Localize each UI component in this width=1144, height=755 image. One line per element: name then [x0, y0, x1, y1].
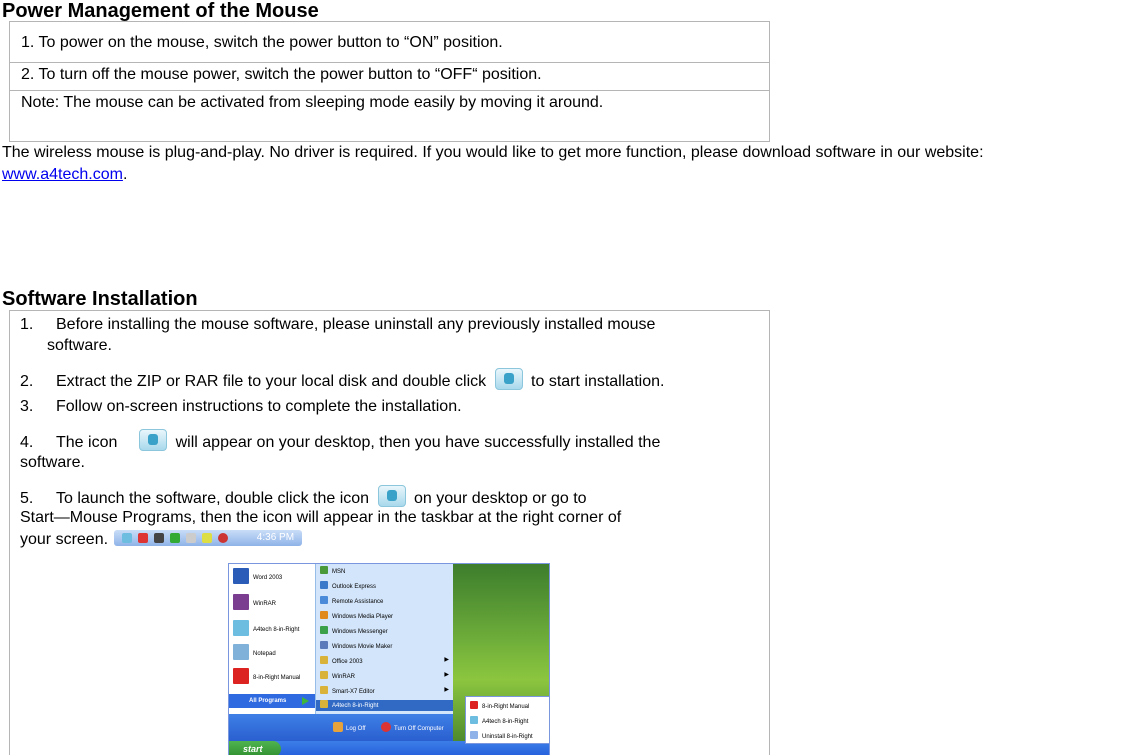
step-4-text-end: will appear on your desktop, then you have successfully installed the: [175, 434, 661, 451]
step-5-number: 5.: [20, 490, 34, 507]
tray-clock: 4:36 PM: [256, 532, 295, 543]
turn-off-button[interactable]: [381, 722, 444, 734]
submenu-item[interactable]: [470, 731, 533, 741]
setup-app-icon: [495, 368, 523, 390]
remote-assistance-icon: [320, 596, 328, 604]
pinned-item[interactable]: [233, 644, 276, 660]
folder-icon: [320, 656, 328, 664]
power-off-row: 2. To turn off the mouse power, switch the power button to “OFF“ position.: [10, 63, 769, 91]
step-3: [20, 396, 462, 417]
submenu-arrow-icon: ▶: [444, 657, 449, 663]
tray-security-icon: [138, 533, 148, 543]
pinned-item-label: WinRAR: [253, 601, 277, 607]
log-off-label: Log Off: [346, 726, 366, 732]
program-item[interactable]: [320, 686, 375, 696]
folder-icon: [320, 700, 328, 708]
pinned-item-label: Word 2003: [253, 575, 283, 581]
step-5-text-mid: on your desktop or go to: [413, 490, 587, 507]
start-menu-screenshot: [228, 563, 550, 755]
step-3-text: Follow on-screen instructions to complete the installation.: [56, 398, 462, 415]
launch-app-icon: [378, 485, 406, 507]
submenu-item-label: 8-in-Right Manual: [482, 704, 530, 710]
program-item-label: Windows Messenger: [332, 629, 388, 635]
tray-update-icon: [202, 533, 212, 543]
program-item[interactable]: [320, 566, 345, 576]
step-2-text-end: to start installation.: [531, 373, 665, 390]
step-5-text: To launch the software, double click the icon: [56, 490, 370, 507]
sleep-note-row: Note: The mouse can be activated from sleeping mode easily by moving it around.: [21, 94, 604, 111]
website-suffix: .: [122, 166, 128, 183]
step-1: [20, 314, 655, 335]
pinned-item[interactable]: [233, 594, 276, 610]
turn-off-label: Turn Off Computer: [394, 726, 444, 732]
pinned-item[interactable]: [233, 668, 300, 684]
program-item[interactable]: [320, 596, 383, 606]
folder-icon: [320, 686, 328, 694]
programs-column: [315, 564, 453, 714]
step-5-text-last: your screen.: [20, 531, 109, 548]
a4tech-submenu: [465, 696, 550, 744]
notepad-icon: [233, 644, 249, 660]
system-tray-image: [114, 530, 302, 546]
power-on-row: 1. To power on the mouse, switch the power button to “ON” position.: [10, 22, 769, 63]
start-button[interactable]: [229, 741, 281, 755]
step-4-number: 4.: [20, 434, 34, 451]
step-1-continued: software.: [47, 337, 112, 354]
power-management-table: [9, 21, 770, 142]
submenu-arrow-icon: ▶: [444, 672, 449, 678]
log-off-button[interactable]: [333, 722, 366, 734]
word-icon: [233, 568, 249, 584]
tray-app-icon: [122, 533, 132, 543]
tray-stop-icon: [218, 533, 228, 543]
program-item[interactable]: [320, 626, 388, 636]
all-programs-label: All Programs: [249, 698, 287, 704]
step-2-text: Extract the ZIP or RAR file to your local disk and double click: [56, 373, 487, 390]
winrar-icon: [233, 594, 249, 610]
step-4-continued: software.: [20, 454, 85, 471]
program-item-label: Windows Media Player: [332, 614, 394, 620]
program-item[interactable]: [320, 611, 393, 621]
program-item[interactable]: [320, 581, 376, 591]
software-installation-heading: Software Installation: [2, 288, 198, 310]
submenu-item-label: A4tech 8-in-Right: [482, 719, 529, 725]
messenger-icon: [320, 626, 328, 634]
power-icon: [381, 722, 391, 732]
pinned-item-label: Notepad: [253, 651, 276, 657]
step-2-number: 2.: [20, 373, 34, 390]
key-icon: [333, 722, 343, 732]
tray-volume-icon: [154, 533, 164, 543]
program-item-label: Outlook Express: [332, 584, 377, 590]
program-item-label: Remote Assistance: [332, 599, 384, 605]
power-management-heading: Power Management of the Mouse: [2, 0, 319, 22]
pdf-icon: [233, 668, 249, 684]
cursor-icon: [470, 716, 478, 724]
movie-maker-icon: [320, 641, 328, 649]
software-installation-box: [9, 310, 770, 755]
pinned-item-label: 8-in-Right Manual: [253, 675, 301, 681]
uninstall-icon: [470, 731, 478, 739]
step-5-continued: Start—Mouse Programs, then the icon will appear in the taskbar at the right corner of: [20, 509, 622, 526]
submenu-item-label: Uninstall 8-in-Right: [482, 734, 533, 740]
step-1-text: Before installing the mouse software, please uninstall any previously installed mouse: [56, 316, 656, 333]
step-4: [20, 429, 660, 453]
program-item[interactable]: [320, 656, 363, 666]
msn-icon: [320, 566, 328, 574]
step-2: [20, 368, 664, 392]
outlook-icon: [320, 581, 328, 589]
submenu-item[interactable]: [470, 701, 529, 711]
all-programs-arrow-icon: [302, 697, 309, 705]
pinned-item-label: A4tech 8-in-Right: [253, 627, 300, 633]
step-5-end: [20, 529, 302, 550]
pinned-item[interactable]: [233, 620, 299, 636]
start-menu-footer: [229, 714, 453, 741]
submenu-item[interactable]: [470, 716, 528, 726]
media-player-icon: [320, 611, 328, 619]
a4tech-icon: [233, 620, 249, 636]
program-item-label: WinRAR: [332, 674, 356, 680]
step-4-text: The icon: [56, 434, 118, 451]
submenu-arrow-icon: ▶: [444, 687, 449, 693]
program-item-label: Windows Movie Maker: [332, 644, 393, 650]
program-item-label: MSN: [332, 569, 346, 575]
program-item-label: Smart-X7 Editor: [332, 689, 375, 695]
tray-device-icon: [186, 533, 196, 543]
manual-icon: [470, 701, 478, 709]
program-item-selected[interactable]: [316, 700, 453, 711]
program-item[interactable]: [320, 641, 392, 651]
program-item[interactable]: [320, 671, 355, 681]
pinned-programs-column: [229, 564, 315, 708]
start-label: start: [243, 744, 263, 754]
tray-network-icon: [170, 533, 180, 543]
step-1-number: 1.: [20, 316, 34, 333]
all-programs-button[interactable]: [229, 694, 315, 708]
website-link[interactable]: www.a4tech.com: [2, 166, 123, 183]
folder-icon: [320, 671, 328, 679]
step-5: [20, 485, 587, 509]
plug-and-play-text: The wireless mouse is plug-and-play. No driver is required. If you would like to get more function, please download software in our website:: [2, 144, 984, 161]
step-3-number: 3.: [20, 398, 34, 415]
desktop-app-icon: [139, 429, 167, 451]
website-line: [2, 165, 127, 185]
program-item-label: Office 2003: [332, 659, 363, 665]
pinned-item[interactable]: [233, 568, 282, 584]
program-item-label: A4tech 8-in-Right: [332, 703, 379, 709]
